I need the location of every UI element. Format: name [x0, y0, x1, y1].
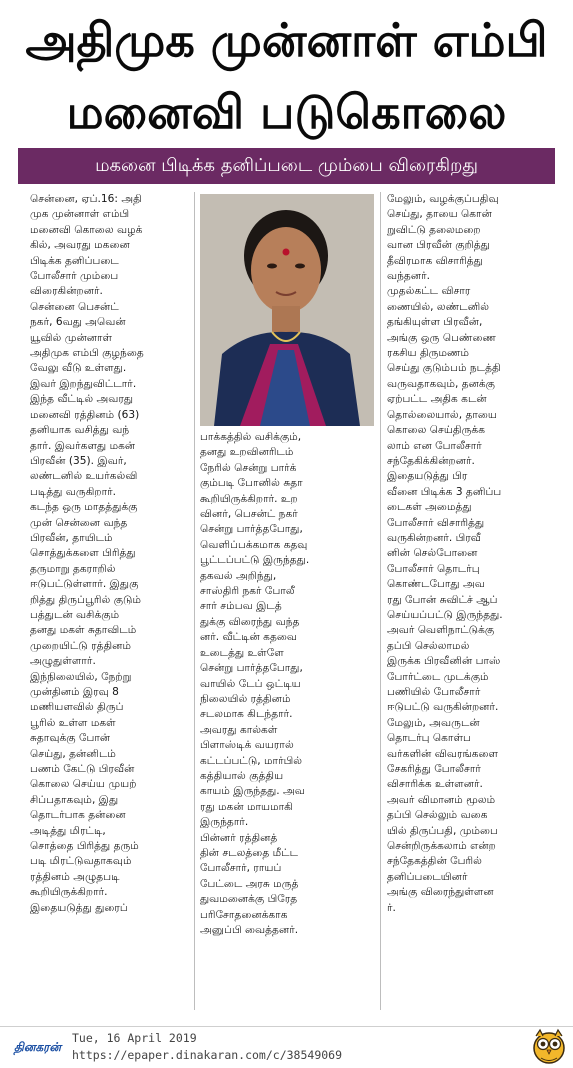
- article-paragraph: மேலும், வழக்குப்பதிவு செய்து, தாயை கொன் றுவிட்டு தலைமறை வான பிரவீன் குறித்து தீவிரமாக விசாரித்து வந்தனர்.: [387, 193, 499, 283]
- portrait-photo: [200, 194, 374, 426]
- owl-mascot-icon: [532, 1028, 566, 1064]
- headline-line-2: மனைவி படுகொலை: [66, 85, 507, 139]
- dinakaran-logo: தினகரன்: [14, 1040, 61, 1054]
- article-paragraph: தகவல் அறிந்து, சாஸ்திரி நகர் போலீ சார் சம்பவ இடத் துக்கு விரைந்து வந்த னர். வீட்டின் கதவை உடைத்து உள்ளே சென்று பார்த்தபோது, வாயில் டேப் ஒட்டிய நிலையில் ரத்தினம் சடலமாக கிடந்தார். அவரது கால்கள் பிளாஸ்டிக் வயரால் கட்டப்பட்டு, மார்பில் கத்தியால் குத்திய காயம் இருந்தது. அவ ரது மகன் மாயமாகி இருந்தார்.: [200, 569, 305, 829]
- article-column-1: [30, 192, 190, 916]
- article-paragraph: இதையடுத்து பிர வீனை பிடிக்க 3 தனிப்ப டைகள் அமைத்து போலீசார் விசாரித்து வருகின்றனர். பிரவீ னின் செல்போனை போலீசார் தொடர்பு கொண்டபோது அவ ரது போன் சுவிட்ச் ஆப் செய்யப்பட்டு இருந்தது. அவர் வெளிநாட்டுக்கு தப்பி செல்லாமல் இருக்க பிரவீனின் பாஸ் போர்ட்டை முடக்கும் பணியில் போலீசார் ஈடுபட்டு வருகின்றனர்.: [387, 470, 503, 714]
- article-paragraph: இந்நிலையில், நேற்று முன்தினம் இரவு 8 மணியளவில் திருப் பூரில் உள்ள மகள் சுதாவுக்கு போன் செய்து, தன்னிடம் பணம் கேட்டு பிரவீன் கொலை செய்ய முயற் சிப்பதாகவும், இது தொடர்பாக தன்னை அடித்து மிரட்டி, சொத்தை பிரித்து தரும் படி மிரட்டுவதாகவும் ரத்தினம் அழுதபடி கூறியிருக்கிறார்.: [30, 670, 139, 899]
- article-paragraph: இதையடுத்து துரைப்: [30, 901, 128, 914]
- column-divider: [194, 192, 195, 1010]
- article-paragraph: பாக்கத்தில் வசிக்கும், தனது உறவினரிடம் நேரில் சென்று பார்க் கும்படி போனில் சுதா கூறியிருக்கிறார். உற வினர், பெசன்ட் நகர் சென்று பார்த்தபோது, வெளிப்பக்கமாக கதவு பூட்டப்பட்டு இருந்தது.: [200, 431, 310, 567]
- article-paragraph: சென்னை பெசன்ட் நகர், 6வது அவென் யூவில் முன்னாள் அதிமுக எம்பி குழந்தை வேலு வீடு உள்ளது. இவர் இறந்துவிட்டார். இந்த வீட்டில் அவரது மனைவி ரத்தினம் (63) தனியாக வசித்து வந் தார். இவர்களது மகன் பிரவீன் (35). இவர், லண்டனில் உயர்கல்வி படித்து வருகிறார். கடந்த ஒரு மாதத்துக்கு முன் சென்னை வந்த பிரவீன், தாயிடம் சொத்துக்களை பிரித்து தருமாறு தகராறில் ஈடுபட்டுள்ளார். இதுகு றித்து திருப்பூரில் குடும் பத்துடன் வசிக்கும் தனது மகள் சுதாவிடம் முறையிட்டு ரத்தினம் அழுதுள்ளார்.: [30, 300, 144, 668]
- footer-date: Tue, 16 April 2019: [72, 1031, 197, 1045]
- footer-divider: [0, 1026, 573, 1027]
- headline-line-1: அதிமுக முன்னாள் எம்பி: [25, 13, 548, 67]
- subheadline-banner: மகனை பிடிக்க தனிப்படை மும்பை விரைகிறது: [18, 148, 555, 184]
- footer-meta: [72, 1030, 342, 1064]
- article-column-2: [200, 430, 374, 938]
- portrait-image: [200, 194, 374, 426]
- article-paragraph: மேலும், அவருடன் தொடர்பு கொள்ப வர்களின் விவரங்களை சேகரித்து போலீசார் விசாரிக்க உள்ளனர். அவர் விமானம் மூலம் தப்பி செல்லும் வகை யில் திருப்பதி, மும்பை சென்றிருக்கலாம் என்ற சந்தேகத்தின் பேரில் தனிப்படையினர் அங்கு விரைந்துள்ளன ர்.: [387, 716, 499, 914]
- article-column-3: [387, 192, 547, 916]
- headline: [0, 0, 573, 150]
- column-divider: [380, 192, 381, 1010]
- article-paragraph: முதல்கட்ட விசார ணையில், லண்டனில் தங்கியுள்ள பிரவீன், அங்கு ஒரு பெண்ணை ரகசிய திருமணம் செய்து குடும்பம் நடத்தி வருவதாகவும், தனக்கு ஏற்பட்ட அதிக கடன் தொல்லையால், தாயை கொலை செய்திருக்க லாம் என போலீசார் சந்தேகிக்கின்றனர்.: [387, 285, 501, 467]
- article-paragraph: சென்னை, ஏப்.16: அதி முக முன்னாள் எம்பி மனைவி கொலை வழக் கில், அவரது மகனை பிடிக்க தனிப்படை போலீசார் மும்பை விரைகின்றனர்.: [30, 193, 143, 298]
- footer-url[interactable]: https://epaper.dinakaran.com/c/38549069: [72, 1048, 343, 1062]
- article-paragraph: பின்னர் ரத்தினத் தின் சடலத்தை மீட்ட போலீசார், ராயப் பேட்டை அரசு மருத் துவமனைக்கு பிரேத பரிசோதனைக்காக அனுப்பி வைத்தனர்.: [200, 831, 299, 936]
